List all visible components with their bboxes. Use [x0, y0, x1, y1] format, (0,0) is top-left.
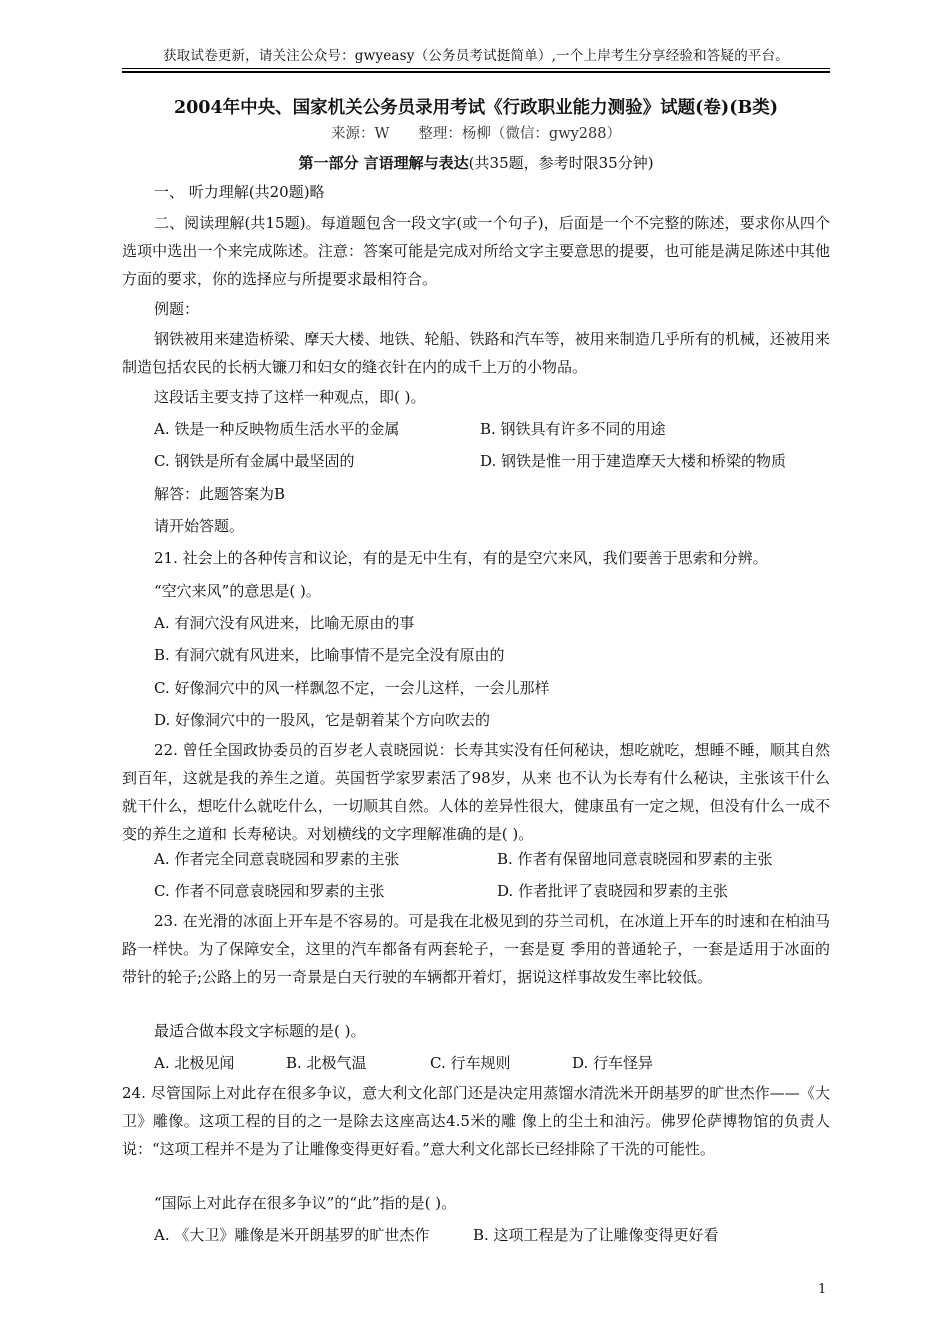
- page-number: 1: [818, 1282, 827, 1297]
- example-question: 这段话主要支持了这样一种观点，即( )。: [154, 388, 426, 406]
- q21-option-a: A. 有洞穴没有风进来，比喻无原由的事: [154, 614, 415, 632]
- q21-option-c: C. 好像洞穴中的风一样飘忽不定，一会儿这样，一会儿那样: [154, 679, 550, 697]
- part-heading-note: (共35题，参考时限35分钟): [468, 154, 654, 172]
- q24-question: “国际上对此存在很多争议”的“此”指的是( )。: [154, 1194, 457, 1212]
- q22-stem: 22. 曾任全国政协委员的百岁老人袁晓园说：长寿其实没有任何秘诀，想吃就吃，想睡不睡，顺其自然到百年，这就是我的养生之道。英国哲学家罗素活了98岁，从来 也不认为长寿有什么秘诀，主张该干什么就干什么，想吃什么就吃什么，一切顺其自然。人体的差异性很大，健康虽有一定之规，但没有什么一成不变的养生之道和 长寿秘诀。对划横线的文字理解准确的是( )。: [122, 741, 830, 843]
- q21-option-d: D. 好像洞穴中的一股风，它是朝着某个方向吹去的: [154, 711, 491, 729]
- q22-option-c: C. 作者不同意袁晓园和罗素的主张: [154, 882, 385, 900]
- example-option-c: C. 钢铁是所有金属中最坚固的: [154, 452, 355, 470]
- document-title: 2004年中央、国家机关公务员录用考试《行政职业能力测验》试题(卷)(B类): [173, 98, 779, 118]
- q21-question: “空穴来风”的意思是( )。: [154, 582, 321, 600]
- q24-option-b: B. 这项工程是为了让雕像变得更好看: [473, 1226, 719, 1244]
- source-line: 来源：W 整理：杨柳（微信：gwy288）: [331, 126, 621, 142]
- page-header: 获取试卷更新，请关注公众号：gwyeasy（公务员考试挺简单）,一个上岸考生分享经验和答疑的平台。: [162, 48, 789, 64]
- header-rule-thin: [122, 68, 830, 69]
- example-answer: 解答：此题答案为B: [154, 485, 286, 503]
- q22-option-a: A. 作者完全同意袁晓园和罗素的主张: [154, 850, 400, 868]
- q21-stem: 21. 社会上的各种传言和议论，有的是无中生有，有的是空穴来风，我们要善于思索和分辨。: [154, 549, 768, 567]
- example-passage: 钢铁被用来建造桥梁、摩天大楼、地铁、轮船、铁路和汽车等，被用来制造几乎所有的机械，还被用来制造包括农民的长柄大镰刀和妇女的缝衣针在内的成千上万的小物品。: [122, 330, 830, 376]
- section-listening: 一、 听力理解(共20题)略: [154, 183, 325, 201]
- q23-stem: 23. 在光滑的冰面上开车是不容易的。可是我在北极见到的芬兰司机，在冰道上开车的时速和在柏油马路一样快。为了保障安全，这里的汽车都备有两套轮子，一套是夏 季用的普通轮子，一套是适用于冰面的带针的轮子;公路上的另一奇景是白天行驶的车辆都开着灯，据说这样事故发生率比较低。: [122, 912, 830, 986]
- section-reading-intro: 二、阅读理解(共15题)。每道题包含一段文字(或一个句子)，后面是一个不完整的陈述，要求你从四个选项中选出一个来完成陈述。注意：答案可能是完成对所给文字主要意思的提要，也可能是满足陈述中其他方面的要求，你的选择应与所提要求最相符合。: [122, 214, 830, 288]
- example-option-d: D. 钢铁是惟一用于建造摩天大楼和桥梁的物质: [480, 452, 787, 470]
- part-heading-title: 第一部分 言语理解与表达: [298, 154, 469, 172]
- q24-stem: 24. 尽管国际上对此存在很多争议，意大利文化部门还是决定用蒸馏水清洗米开朗基罗的旷世杰作——《大卫》雕像。这项工程的目的之一是除去这座高达4.5米的雕 像上的尘土和油污。佛罗伦萨博物馆的负责人说：“这项工程并不是为了让雕像变得更好看。”意大利文化部长已经排除了干洗的可能性。: [122, 1084, 830, 1158]
- q23-option-c: C. 行车规则: [430, 1054, 511, 1072]
- q23-option-a: A. 北极见闻: [154, 1054, 235, 1072]
- q23-question: 最适合做本段文字标题的是( )。: [154, 1022, 366, 1040]
- start-instruction: 请开始答题。: [154, 517, 245, 535]
- q23-option-b: B. 北极气温: [286, 1054, 367, 1072]
- example-option-a: A. 铁是一种反映物质生活水平的金属: [154, 420, 400, 438]
- q23-option-d: D. 行车怪异: [572, 1054, 654, 1072]
- example-option-b: B. 钢铁具有许多不同的用途: [480, 420, 666, 438]
- example-label: 例题：: [154, 300, 200, 318]
- q22-option-b: B. 作者有保留地同意袁晓园和罗素的主张: [497, 850, 773, 868]
- part-heading: [122, 152, 830, 173]
- q21-option-b: B. 有洞穴就有风进来，比喻事情不是完全没有原由的: [154, 646, 505, 664]
- header-rule-thick: [122, 71, 830, 73]
- q24-option-a: A. 《大卫》雕像是米开朗基罗的旷世杰作: [154, 1226, 430, 1244]
- q22-option-d: D. 作者批评了袁晓园和罗素的主张: [497, 882, 729, 900]
